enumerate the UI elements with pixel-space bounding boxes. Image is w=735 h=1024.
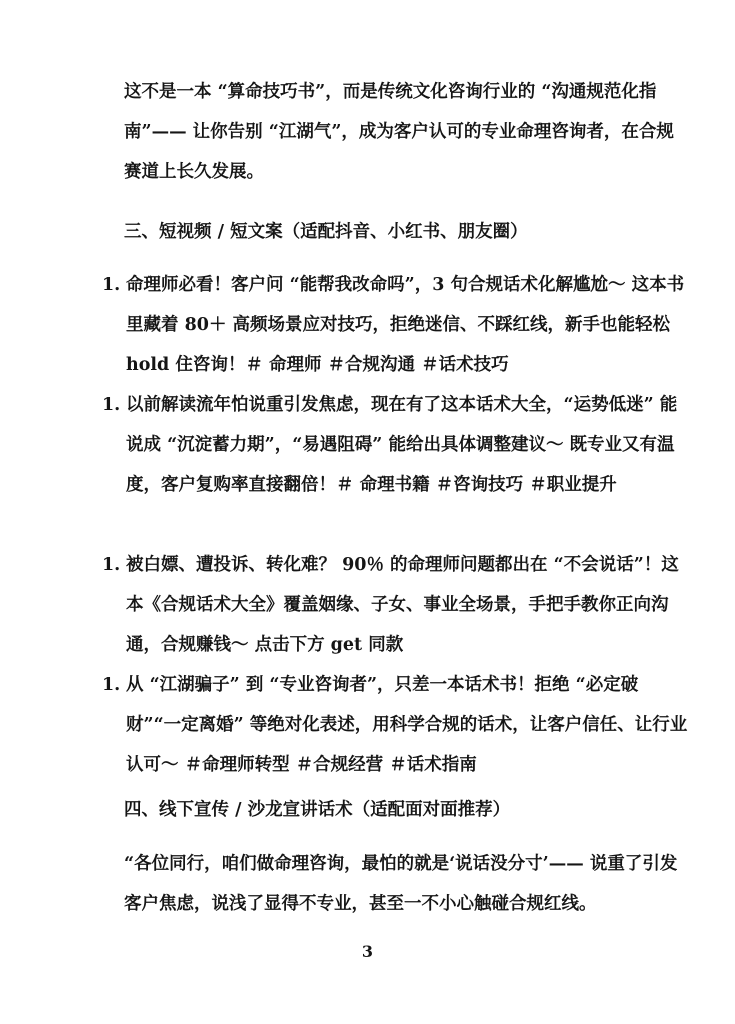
page-number: 3: [361, 942, 374, 961]
section-4-heading: 四、线下宣传 / 沙龙宣讲话术（适配面对面推荐）: [124, 800, 511, 820]
list-item: [102, 665, 692, 785]
list-item-text: 命理师必看！客户问 “能帮我改命吗”，3 句合规话术化解尴尬～ 这本书里藏着 80＋ 高频场景应对技巧，拒绝迷信、不踩红线，新手也能轻松 hold 住咨询！＃ 命理师 ＃合规沟通 ＃话术技巧: [126, 275, 685, 375]
list-item-number: 1.: [102, 275, 121, 295]
section-3-heading: 三、短视频 / 短文案（适配抖音、小红书、朋友圈）: [124, 222, 528, 242]
list-item: [102, 265, 692, 385]
list-item-text: 被白嫖、遭投诉、转化难？ 90％ 的命理师问题都出在 “不会说话”！这本《合规话术大全》覆盖姻缘、子女、事业全场景，手把手教你正向沟通，合规赚钱～ 点击下方 get 同款: [126, 555, 679, 655]
list-item: [102, 545, 692, 665]
list-item-number: 1.: [102, 675, 121, 695]
list-item-number: 1.: [102, 395, 121, 415]
list-item-text: 从 “江湖骗子” 到 “专业咨询者”，只差一本话术书！拒绝 “必定破财”“一定离婚” 等绝对化表述，用科学合规的话术，让客户信任、让行业认可～ ＃命理师转型 ＃合规经营 ＃话术指南: [126, 675, 688, 775]
section-4-quote: “各位同行，咱们做命理咨询，最怕的就是‘说话没分寸’—— 说重了引发客户焦虑，说浅了显得不专业，甚至一不小心触碰合规红线。: [124, 854, 678, 914]
list-item: [102, 385, 692, 505]
list-item-number: 1.: [102, 555, 121, 575]
intro-paragraph: 这不是一本 “算命技巧书”，而是传统文化咨询行业的 “沟通规范化指南”—— 让你告别 “江湖气”，成为客户认可的专业命理咨询者，在合规赛道上长久发展。: [124, 82, 674, 182]
list-item-text: 以前解读流年怕说重引发焦虑，现在有了这本话术大全，“运势低迷” 能说成 “沉淀蓄力期”，“易遇阻碍” 能给出具体调整建议～ 既专业又有温度，客户复购率直接翻倍！＃ 命理书籍 ＃咨询技巧 ＃职业提升: [126, 395, 678, 495]
